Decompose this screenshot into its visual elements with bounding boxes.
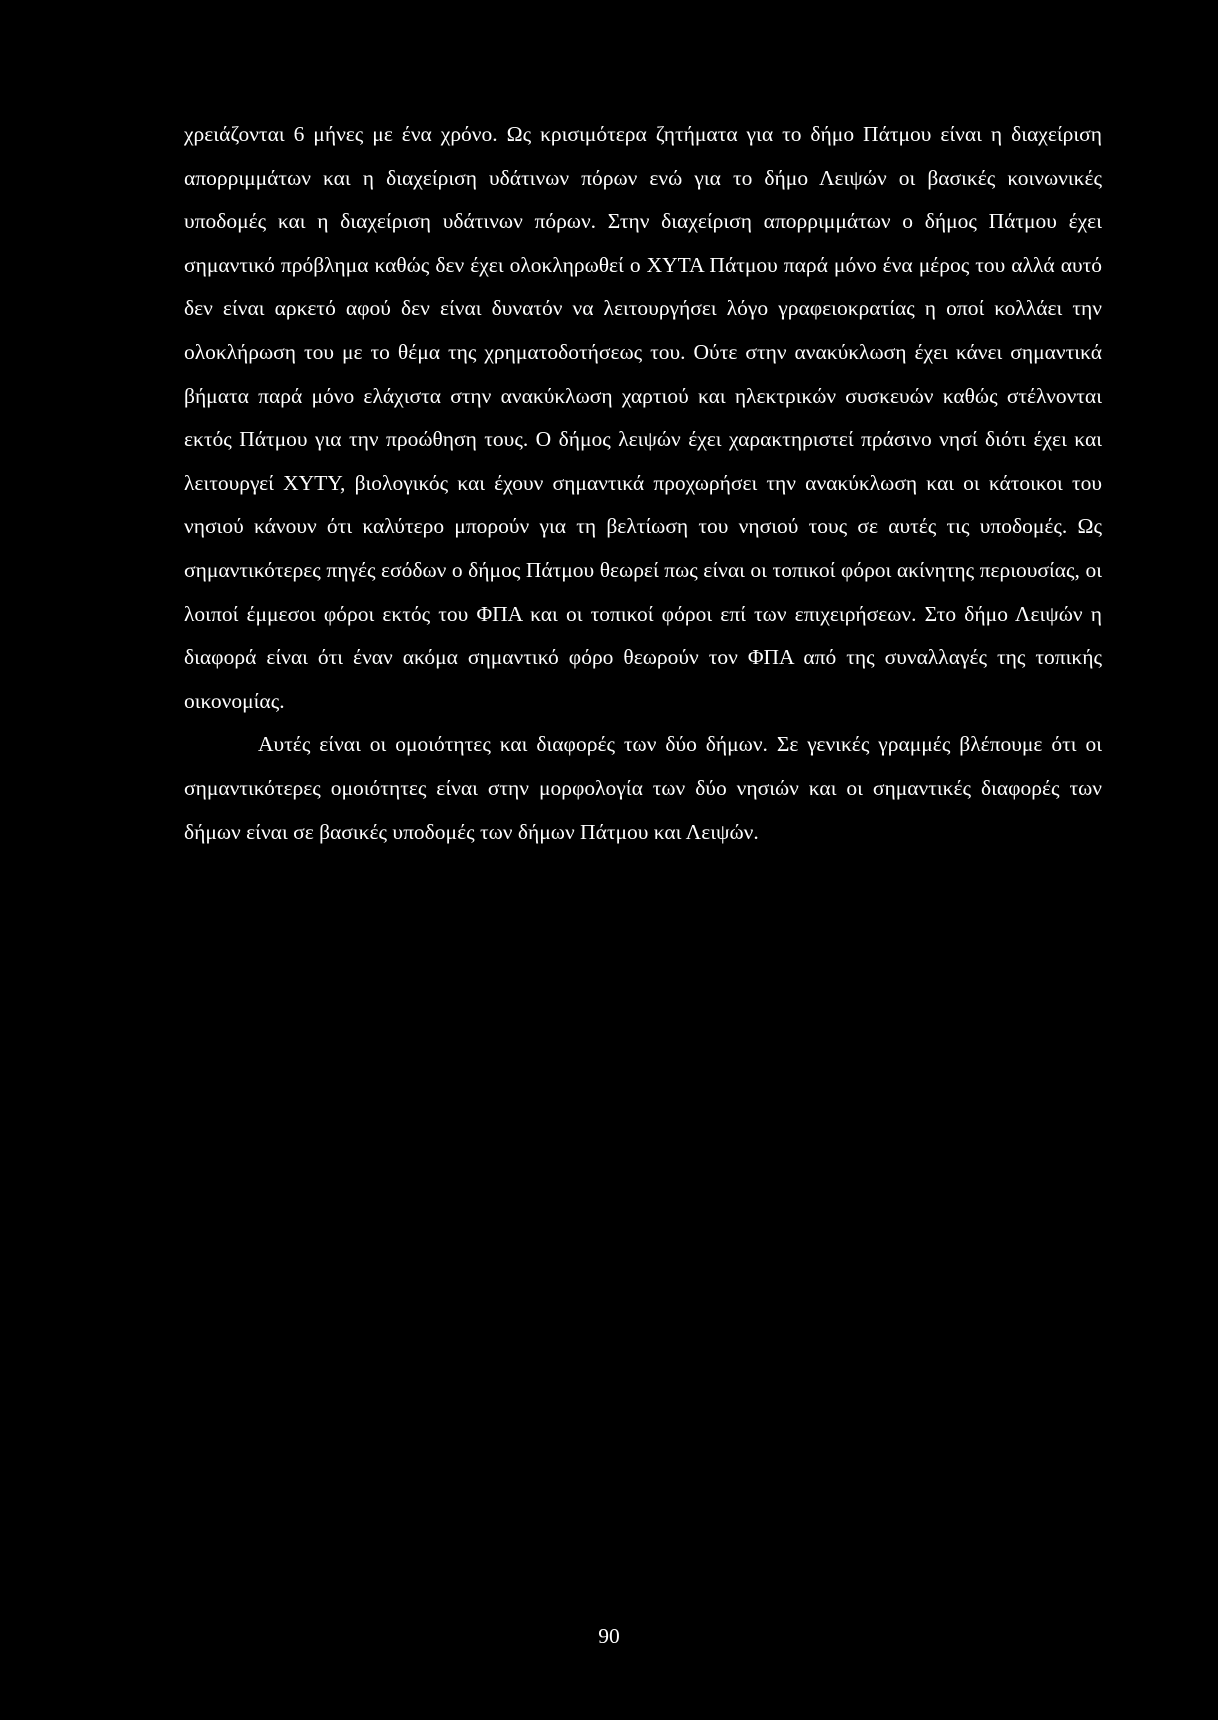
paragraph-continuation: χρειάζονται 6 μήνες με ένα χρόνο. Ως κρισιμότερα ζητήματα για το δήμο Πάτμου είναι η διαχείριση απορριμμάτων και η διαχείριση υδάτινων πόρων ενώ για το δήμο Λειψών οι βασικές κοινωνικές υποδομές και η διαχείριση υδάτινων πόρων. Στην διαχείριση απορριμμάτων ο δήμος Πάτμου έχει σημαντικό πρόβλημα καθώς δεν έχει ολοκληρωθεί ο ΧΥΤΑ Πάτμου παρά μόνο ένα μέρος του αλλά αυτό δεν είναι αρκετό αφού δεν είναι δυνατόν να λειτουργήσει λόγο γραφειοκρατίας η οποί κολλάει την ολοκλήρωση του με το θέμα της χρηματοδοτήσεως του. Ούτε στην ανακύκλωση έχει κάνει σημαντικά βήματα παρά μόνο ελάχιστα στην ανακύκλωση χαρτιού και ηλεκτρικών συσκευών καθώς στέλνονται εκτός Πάτμου για την προώθηση τους. Ο δήμος λειψών έχει χαρακτηριστεί πράσινο νησί διότι έχει και λειτουργεί ΧΥΤΥ, βιολογικός και έχουν σημαντικά προχωρήσει την ανακύκλωση και οι κάτοικοι του νησιού κάνουν ότι καλύτερο μπορούν για τη βελτίωση του νησιού τους σε αυτές τις υποδομές. Ως σημαντικότερες πηγές εσόδων ο δήμος Πάτμου θεωρεί πως είναι οι τοπικοί φόροι ακίνητης περιουσίας, οι λοιποί έμμεσοι φόροι εκτός του ΦΠΑ και οι τοπικοί φόροι επί των επιχειρήσεων. Στο δήμο Λειψών η διαφορά είναι ότι έναν ακόμα σημαντικό φόρο θεωρούν τον ΦΠΑ από της συναλλαγές της τοπικής οικονομίας. [184,122,1102,713]
body-text [184,113,1102,854]
page-number: 90 [598,1624,620,1648]
paragraph-summary: Αυτές είναι οι ομοιότητες και διαφορές των δύο δήμων. Σε γενικές γραμμές βλέπουμε ότι οι σημαντικότερες ομοιότητες είναι στην μορφολογία των δύο νησιών και οι σημαντικές διαφορές των δήμων είναι σε βασικές υποδομές των δήμων Πάτμου και Λειψών. [184,732,1102,844]
